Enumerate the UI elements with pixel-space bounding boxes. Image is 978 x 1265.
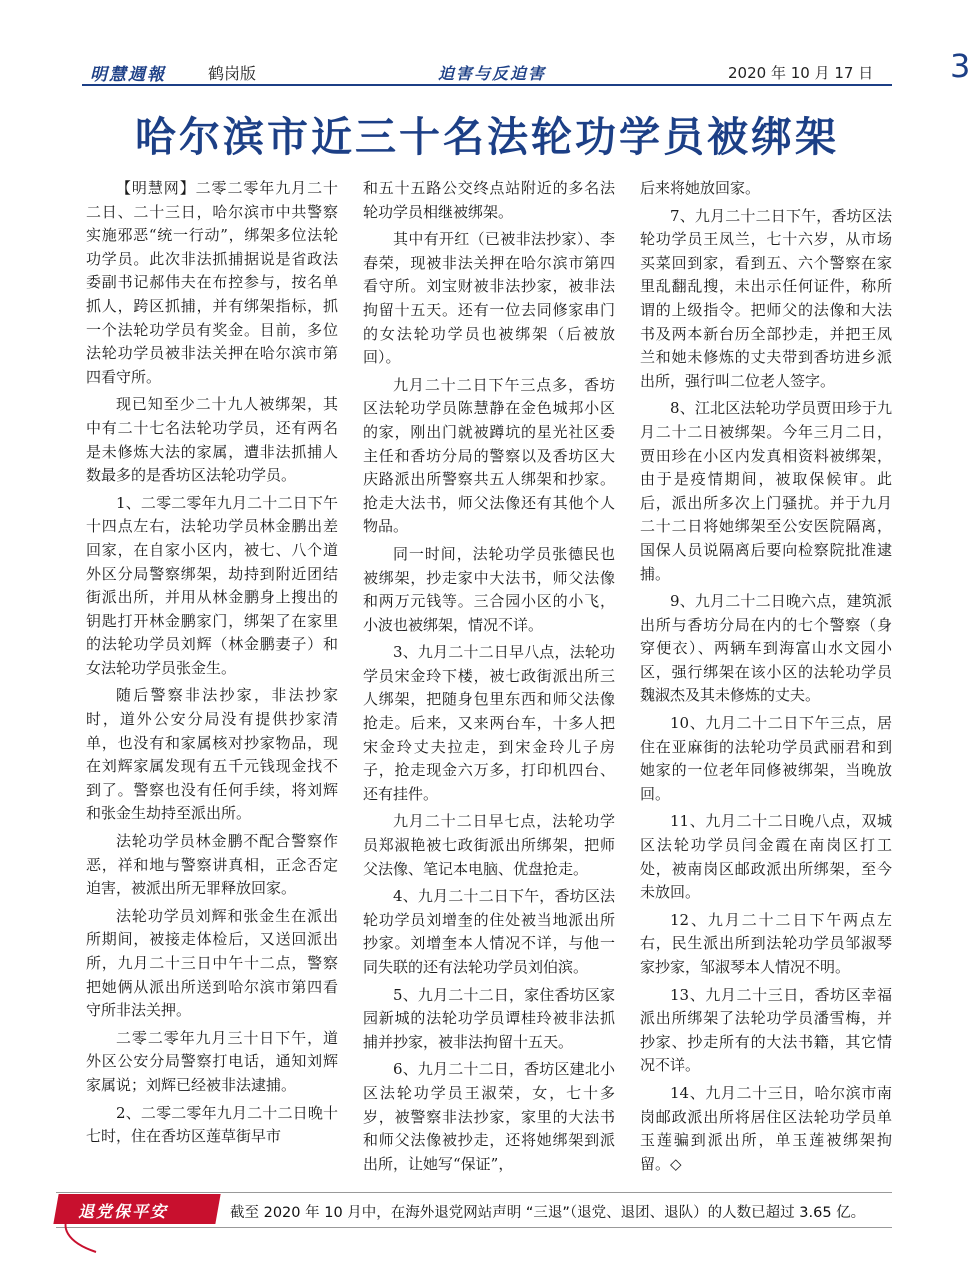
footer-banner (56, 1192, 892, 1228)
column-1 (86, 177, 338, 1187)
paragraph: 3、九月二十二日早八点，法轮功学员宋金玲下楼，被七政街派出所三人绑架，把随身包里东西和师父法像抢走。后来，又来两台车，十多人把宋金玲丈夫拉走，到宋金玲儿子房子，抢走现金六万多，打印机四台、还有挂件。 (363, 643, 615, 803)
paragraph: 12、九月二十二日下午两点左右，民生派出所到法轮功学员邹淑琴家抄家，邹淑琴本人情况不明。 (640, 910, 892, 976)
column-2 (363, 177, 615, 1187)
section-title: 迫害与反迫害 (438, 64, 547, 83)
edition-label: 鹤岗版 (208, 64, 257, 83)
paragraph: 11、九月二十二日晚八点，双城区法轮功学员闫金霞在南岗区打工处，被南岗区邮政派出所绑架，至今未放回。 (640, 812, 892, 902)
paragraph: 2、二零二零年九月二十二日晚十七时，住在香坊区莲草街早市 (86, 1103, 338, 1146)
newspaper-brand: 明慧週報 (90, 65, 166, 85)
article-body (86, 177, 892, 1187)
paragraph: 随后警察非法抄家，非法抄家时，道外公安分局没有提供抄家清单，也没有和家属核对抄家物品，现在刘辉家属发现有五千元钱现金找不到了。警察也没有任何手续，将刘辉和张金生劫持至派出所。 (86, 686, 338, 823)
masthead (82, 47, 971, 86)
paragraph: 8、江北区法轮功学员贾田珍于九月二十二日被绑架。今年三月二日，贾田珍在小区内发真相资料被绑架，由于是疫情期间，被取保候审。此后，派出所多次上门骚扰。并于九月二十二日将她绑架至公安医院隔离，国保人员说隔离后要向检察院批准逮捕。 (640, 399, 892, 583)
paragraph-continued: 和五十五路公交终点站附近的多名法轮功学员相继被绑架。 (363, 179, 615, 221)
paragraph: 9、九月二十二日晚六点，建筑派出所与香坊分局在内的七个警察（身穿便衣）、两辆车到海富山水文园小区，强行绑架在该小区的法轮功学员魏淑杰及其未修炼的丈夫。 (640, 592, 892, 705)
paragraph: 14、九月二十三日，哈尔滨市南岗邮政派出所将居住区法轮功学员单玉莲骗到派出所，单玉莲被绑架拘留。◇ (640, 1083, 892, 1173)
paragraph: 10、九月二十二日下午三点，居住在亚麻街的法轮功学员武丽君和到她家的一位老年同修被绑架，当晚放回。 (640, 714, 892, 803)
article-headline: 哈尔滨市近三十名法轮功学员被绑架 (135, 113, 839, 161)
paragraph: 二零二零年九月三十日下午，道外区公安分局警察打电话，通知刘辉家属说；刘辉已经被非法逮捕。 (86, 1028, 338, 1094)
banner-tag-label: 退党保平安 (78, 1202, 169, 1221)
paragraph: 7、九月二十二日下午，香坊区法轮功学员王凤兰，七十六岁，从市场买菜回到家，看到五、六个警察在家里乱翻乱搜，未出示任何证件，称所谓的上级指令。把师父的法像和大法书及两本新台历全部抄走，并把王凤兰和她未修炼的丈夫带到香坊进乡派出所，强行叫二位老人签字。 (640, 206, 892, 390)
paragraph: 同一时间，法轮功学员张德民也被绑架，抄走家中大法书，师父法像和两万元钱等。三合园小区的小飞，小波也被绑架，情况不详。 (363, 544, 615, 634)
paragraph: 1、二零二零年九月二十二日下午十四点左右，法轮功学员林金鹏出差回家，在自家小区内，被七、八个道外区分局警察绑架，劫持到附近团结街派出所，并用从林金鹏身上搜出的钥匙打开林金鹏家门，绑架了在家里的法轮功学员刘辉（林金鹏妻子）和女法轮功学员张金生。 (86, 493, 338, 677)
ribbon-swirl-icon (56, 1212, 116, 1254)
paragraph: 4、九月二十二日下午，香坊区法轮功学员刘增奎的住处被当地派出所抄家。刘增奎本人情况不详，与他一同失联的还有法轮功学员刘伯滨。 (363, 887, 615, 976)
paragraph: 13、九月二十三日，香坊区幸福派出所绑架了法轮功学员潘雪梅，并抄家、抄走所有的大法书籍，其它情况不详。 (640, 985, 892, 1075)
paragraph: 【明慧网】二零二零年九月二十二日、二十三日，哈尔滨市中共警察实施邪恶“统一行动”，绑架多位法轮功学员。此次非法抓捕据说是省政法委副书记郝伟夫在布控参与，按名单抓人，跨区抓捕，并有绑架指标，抓一个法轮功学员有奖金。目前，多位法轮功学员被非法关押在哈尔滨市第四看守所。 (86, 179, 338, 386)
paragraph-continued: 后来将她放回家。 (640, 179, 761, 197)
page-number: 3 (950, 47, 971, 85)
issue-date: 2020 年 10 月 17 日 (728, 64, 874, 82)
column-3 (640, 177, 892, 1187)
paragraph: 九月二十二日下午三点多，香坊区法轮功学员陈慧静在金色城邦小区的家，刚出门就被蹲坑的星光社区委主任和香坊分局的警察以及香坊区大庆路派出所警察共五人绑架和抄家。抢走大法书，师父法像还有其他个人物品。 (363, 375, 615, 536)
paragraph: 九月二十二日早七点，法轮功学员郑淑艳被七政街派出所绑架，把师父法像、笔记本电脑、优盘抢走。 (363, 812, 615, 878)
paragraph: 5、九月二十二日，家住香坊区家园新城的法轮功学员谭桂玲被非法抓捕并抄家，被非法拘留十五天。 (363, 985, 615, 1051)
paragraph: 6、九月二十二日，香坊区建北小区法轮功学员王淑荣，女，七十多岁，被警察非法抄家，家里的大法书和师父法像被抄走，还将她绑架到派出所，让她写“保证”， (363, 1060, 615, 1173)
footer-notice: 截至 2020 年 10 月中，在海外退党网站声明 “三退”（退党、退团、退队）的人数已超过 3.65 亿。 (230, 1205, 866, 1221)
paragraph: 法轮功学员刘辉和张金生在派出所期间，被接走体检后，又送回派出所，九月二十三日中午十二点，警察把她俩从派出所送到哈尔滨市第四看守所非法关押。 (86, 906, 338, 1020)
paragraph: 法轮功学员林金鹏不配合警察作恶，祥和地与警察讲真相，正念否定迫害，被派出所无罪释放回家。 (86, 832, 338, 898)
paragraph: 其中有开红（已被非法抄家）、李春荣，现被非法关押在哈尔滨市第四看守所。刘宝财被非法抄家，被非法拘留十五天。还有一位去同修家串门的女法轮功学员也被绑架（后被放回）。 (363, 230, 615, 367)
paragraph: 现已知至少二十九人被绑架，其中有二十七名法轮功学员，还有两名是未修炼大法的家属，遭非法抓捕人数最多的是香坊区法轮功学员。 (86, 395, 338, 485)
